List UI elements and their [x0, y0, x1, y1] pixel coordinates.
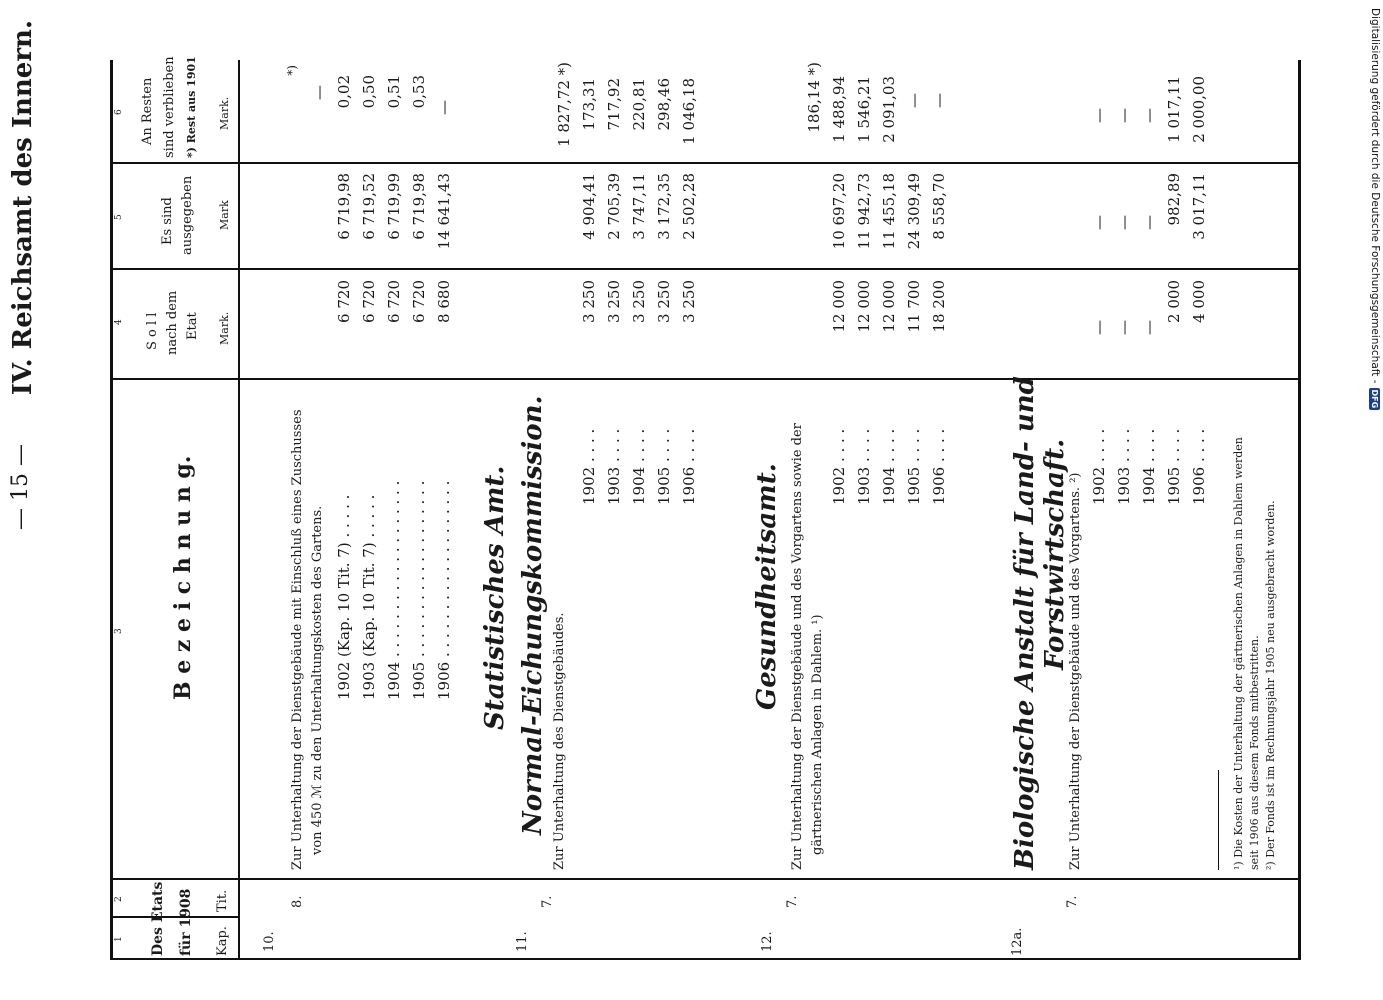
- ausgegeben-value: 6 719,98: [410, 173, 428, 240]
- kap-number: 11.: [515, 931, 530, 952]
- col-line-rest: [110, 162, 1300, 164]
- ausgegeben-value: 2 705,39: [605, 173, 623, 240]
- rest-value: —: [905, 93, 923, 108]
- year-row: 1906 . . . .: [1190, 428, 1208, 505]
- year-row: 1903 (Kap. 10 Tit. 7) . . . . .: [360, 494, 378, 700]
- soll-value: 12 000: [880, 280, 898, 333]
- footnote-2: ²) Der Fonds ist im Rechnungsjahr 1905 neu ausgebracht worden.: [1264, 500, 1277, 870]
- ausgegeben-value: 14 641,43: [435, 173, 453, 250]
- section-desc: Zur Unterhaltung der Dienstgebäude mit Einschluß eines Zuschusses: [290, 409, 305, 870]
- page-number: — 15 —: [8, 444, 33, 530]
- column-number: 3: [114, 628, 124, 634]
- header-etat-2: für 1908: [178, 888, 194, 956]
- year-row: 1906 . . . .: [680, 428, 698, 505]
- dfg-credit: [1363, 8, 1381, 409]
- rest-value: 1 488,94: [830, 76, 848, 143]
- soll-value: 3 250: [655, 280, 673, 323]
- header-ausg-2: ausgegeben: [180, 175, 195, 255]
- header-bottom-rule: [238, 60, 240, 960]
- soll-value: 3 250: [680, 280, 698, 323]
- ausgegeben-value: 6 719,98: [335, 173, 353, 240]
- header-rest-3: *) Rest aus 1901: [185, 56, 198, 158]
- tit-number: 7.: [540, 895, 555, 908]
- column-number: 4: [114, 319, 124, 325]
- column-number: 6: [114, 109, 124, 115]
- soll-value: 3 250: [630, 280, 648, 323]
- tit-number: 7.: [785, 895, 800, 908]
- rest-value: 186,14 *): [805, 62, 823, 133]
- ausgegeben-value: 11 942,73: [855, 173, 873, 250]
- rest-value: 220,81: [630, 78, 648, 131]
- ausgegeben-value: —: [1140, 215, 1158, 230]
- year-row: 1905 . . . .: [655, 428, 673, 505]
- rest-value: 2 000,00: [1190, 76, 1208, 143]
- section-title: Biologische Anstalt für Land- und: [1010, 376, 1040, 870]
- rest-value: 717,92: [605, 78, 623, 131]
- year-row: 1904 . . . . . . . . . . . . . . . . . . .: [385, 480, 403, 700]
- year-row: 1904 . . . .: [1140, 428, 1158, 505]
- soll-value: 3 250: [580, 280, 598, 323]
- rest-value: 0,50: [360, 75, 378, 109]
- rest-value: 0,53: [410, 75, 428, 109]
- ausgegeben-value: 6 719,99: [385, 173, 403, 240]
- ausgegeben-value: —: [1090, 215, 1108, 230]
- rest-value: —: [930, 93, 948, 108]
- header-etat-1: Des Etats: [150, 881, 166, 956]
- rest-value: 0,51: [385, 75, 403, 109]
- soll-value: —: [1090, 320, 1108, 335]
- soll-value: 6 720: [335, 280, 353, 323]
- year-row: 1906 . . . . . . . . . . . . . . . . . . .: [435, 480, 453, 700]
- col-line-soll: [110, 378, 1300, 380]
- ausgegeben-value: 10 697,20: [830, 173, 848, 250]
- section-desc: gärtnerischen Anlagen in Dahlem. ¹): [810, 614, 825, 855]
- soll-value: 12 000: [855, 280, 873, 333]
- soll-value: 8 680: [435, 280, 453, 323]
- ausgegeben-value: 4 904,41: [580, 173, 598, 240]
- header-bezeichnung: B e z e i c h n u n g.: [170, 455, 196, 700]
- kap-number: 12.: [760, 931, 775, 952]
- ausgegeben-value: 3 172,35: [655, 173, 673, 240]
- rest-value: 1 827,72 *): [555, 62, 573, 147]
- col-line-ausg: [110, 268, 1300, 270]
- rest-value: 2 091,03: [880, 76, 898, 143]
- header-soll-3: Etat: [185, 312, 200, 340]
- header-tit: Tit.: [215, 889, 230, 912]
- ausgegeben-value: 24 309,49: [905, 173, 923, 250]
- footnote-rule: [1218, 770, 1219, 870]
- section-desc: Zur Unterhaltung des Dienstgebäudes.: [552, 612, 567, 870]
- rest-value: —: [1090, 108, 1108, 123]
- col-line-kap: [110, 958, 1300, 960]
- kap-number: 10.: [262, 931, 277, 952]
- table-right-rule: [1298, 60, 1301, 960]
- rest-value: 1 017,11: [1165, 76, 1183, 143]
- ausgegeben-value: 8 558,70: [930, 173, 948, 240]
- ausgegeben-value: 2 502,28: [680, 173, 698, 240]
- ausgegeben-value: 3 017,11: [1190, 173, 1208, 240]
- soll-value: —: [1140, 320, 1158, 335]
- section-title: Forstwirtschaft.: [1040, 438, 1070, 670]
- year-row: 1905 . . . .: [1165, 428, 1183, 505]
- tit-number: 8.: [290, 895, 305, 908]
- soll-value: 6 720: [410, 280, 428, 323]
- ausgegeben-value: —: [1115, 215, 1133, 230]
- ausgegeben-value: 6 719,52: [360, 173, 378, 240]
- soll-value: 11 700: [905, 280, 923, 333]
- header-rest-1: An Resten: [140, 77, 155, 145]
- ausgegeben-value: 11 455,18: [880, 173, 898, 250]
- year-row: 1902 (Kap. 10 Tit. 7) . . . . .: [335, 494, 353, 700]
- header-rest-2: sind verblieben: [162, 56, 177, 158]
- header-kap: Kap.: [215, 926, 230, 956]
- rest-value: 0,02: [335, 75, 353, 109]
- year-row: 1905 . . . .: [905, 428, 923, 505]
- soll-value: 6 720: [360, 280, 378, 323]
- section-desc: von 450 ℳ zu den Unterhaltungskosten des Gartens.: [310, 505, 325, 855]
- ausgegeben-value: 982,89: [1165, 173, 1183, 226]
- header-soll-1: S o l l: [145, 312, 160, 350]
- section-title: Statistisches Amt.: [480, 465, 510, 730]
- section-desc: Zur Unterhaltung der Dienstgebäude und des Vorgartens sowie der: [790, 423, 805, 870]
- footnote-1: ¹) Die Kosten der Unterhaltung der gärtnerischen Anlagen in Dahlem werden: [1232, 437, 1245, 870]
- rest-value: —: [1140, 108, 1158, 123]
- soll-value: 4 000: [1190, 280, 1208, 323]
- rest-value: —: [1115, 108, 1133, 123]
- header-soll-mark: Mark.: [218, 311, 231, 345]
- year-row: 1905 . . . . . . . . . . . . . . . . . . .: [410, 480, 428, 700]
- header-rest-mark: Mark.: [218, 96, 231, 130]
- column-number: 5: [114, 214, 124, 220]
- year-row: 1904 . . . .: [880, 428, 898, 505]
- soll-value: 18 200: [930, 280, 948, 333]
- column-number: 2: [114, 896, 124, 902]
- rest-value: 1 046,18: [680, 78, 698, 145]
- year-row: 1904 . . . .: [630, 428, 648, 505]
- year-row: 1906 . . . .: [930, 428, 948, 505]
- section-title: Gesundheitsamt.: [752, 463, 782, 710]
- rest-value: 173,31: [580, 78, 598, 131]
- year-row: 1902 . . . .: [830, 428, 848, 505]
- header-ausg-1: Es sind: [160, 197, 175, 245]
- col-line-tit: [110, 916, 240, 918]
- soll-value: —: [1115, 320, 1133, 335]
- year-row: 1903 . . . .: [855, 428, 873, 505]
- rest-value: —: [435, 100, 453, 115]
- section-desc: Zur Unterhaltung der Dienstgebäude und des Vorgartens. ²): [1068, 472, 1083, 870]
- rest-note-marker: *): [285, 65, 299, 76]
- year-row: 1903 . . . .: [605, 428, 623, 505]
- dfg-credit-text: Digitalisierung gefördert durch die Deutsche Forschungsgemeinschaft -: [1369, 8, 1381, 384]
- rest-value: 298,46: [655, 78, 673, 131]
- soll-value: 3 250: [605, 280, 623, 323]
- rest-value: 1 546,21: [855, 76, 873, 143]
- column-number: 1: [114, 936, 124, 942]
- table-top-rule: [110, 60, 113, 960]
- header-ausg-mark: Mark: [218, 200, 231, 230]
- kap-number: 12a.: [1010, 927, 1025, 956]
- year-row: 1903 . . . .: [1115, 428, 1133, 505]
- soll-value: 12 000: [830, 280, 848, 333]
- page-header-title: IV. Reichsamt des Innern.: [8, 20, 38, 396]
- year-row: 1902 . . . .: [580, 428, 598, 505]
- section-title: Normal-Eichungskommission.: [518, 395, 548, 835]
- tit-number: 7.: [1065, 895, 1080, 908]
- footnote-1-cont: seit 1906 aus diesem Fonds mitbestritten.: [1248, 635, 1261, 870]
- dfg-logo-icon: DFG: [1370, 389, 1380, 409]
- soll-value: 2 000: [1165, 280, 1183, 323]
- ausgegeben-value: 3 747,11: [630, 173, 648, 240]
- rest-dash: —: [310, 85, 328, 100]
- year-row: 1902 . . . .: [1090, 428, 1108, 505]
- soll-value: 6 720: [385, 280, 403, 323]
- header-soll-2: nach dem: [165, 290, 180, 355]
- col-line-bez: [110, 878, 1300, 880]
